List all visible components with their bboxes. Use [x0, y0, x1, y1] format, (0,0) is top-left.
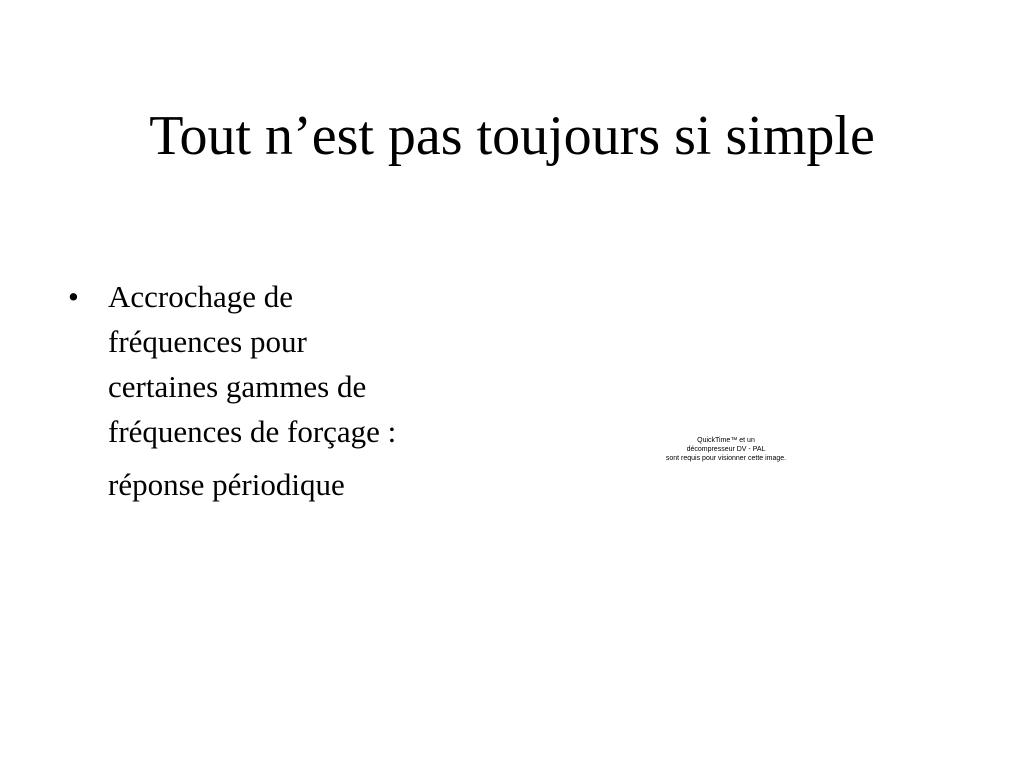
bullet-continuation: réponse périodique: [108, 467, 345, 502]
bullet-line: fréquences pour: [108, 324, 307, 359]
bullet-marker: •: [68, 279, 79, 314]
bullet-line: fréquences de forçage :: [108, 414, 397, 449]
slide-title: Tout n’est pas toujours si simple: [149, 105, 875, 167]
bullet-line: certaines gammes de: [108, 369, 367, 404]
media-placeholder-line: décompresseur DV - PAL: [686, 446, 766, 453]
media-placeholder-line: QuickTime™ et un: [697, 437, 755, 444]
media-placeholder: [640, 436, 812, 463]
bullet-line: Accrochage de: [108, 279, 294, 314]
bullet-list: [68, 274, 508, 507]
bullet-item: [68, 274, 508, 454]
media-placeholder-line: sont requis pour visionner cette image.: [665, 455, 787, 462]
